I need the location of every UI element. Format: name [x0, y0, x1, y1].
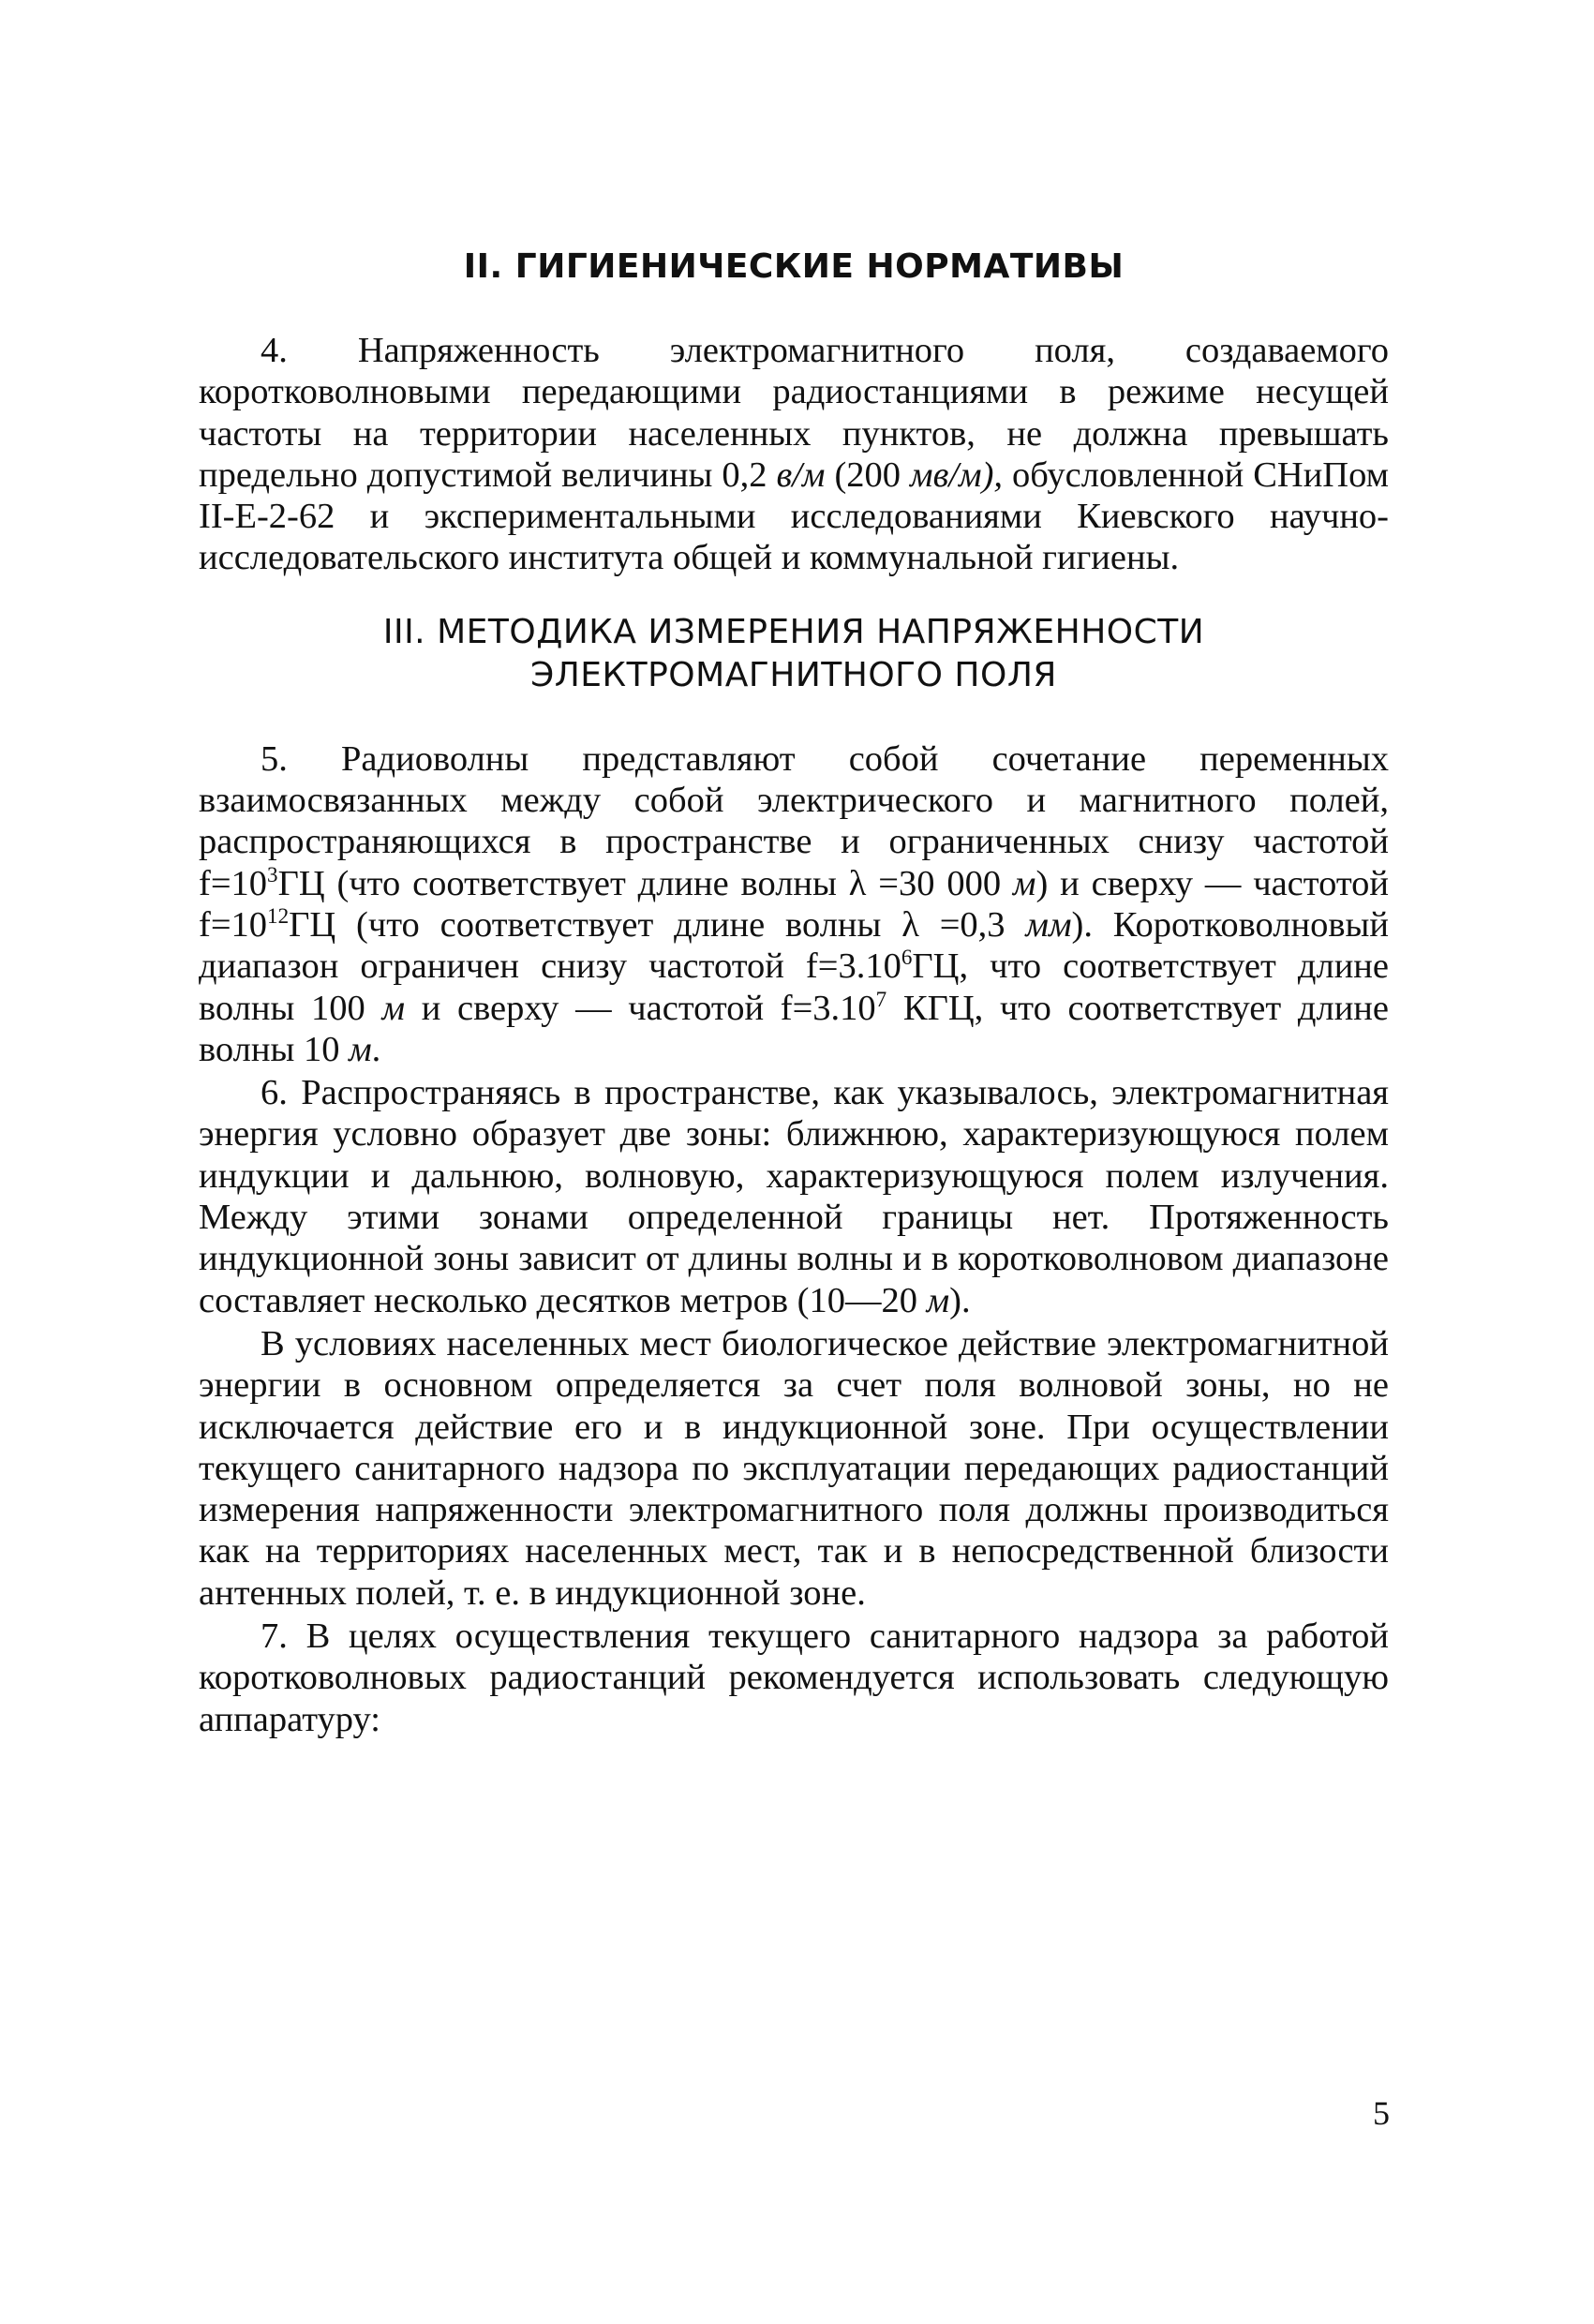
section-3-heading [199, 611, 1389, 697]
paragraph-5-text-f: ГЦ, что соответствует длине волны 100 [199, 946, 1389, 1028]
section-2-title: II. ГИГИЕНИЧЕСКИЕ НОРМАТИВЫ [463, 247, 1125, 286]
paragraph-5-text-h: КГЦ, что соответствует длине волны 10 [199, 988, 1389, 1069]
exponent-7: 7 [875, 986, 887, 1011]
paragraph-6 [199, 1072, 1389, 1321]
page-number: 5 [1373, 2094, 1390, 2132]
unit-m: м [381, 988, 406, 1028]
unit-mv-per-m: мв/м), [910, 454, 1004, 495]
paragraph-5-text-e: ). Коротковолновый диапазон ограничен снизу частотой f=3.10 [199, 904, 1389, 987]
exponent-3: 3 [267, 861, 278, 886]
paragraph-5-text-d: ГЦ (что соответствует длине волны λ =0,3 [289, 904, 1026, 945]
section-3-title-line-2: ЭЛЕКТРОМАГНИТНОГО ПОЛЯ [530, 655, 1057, 694]
paragraph-6-continued: В условиях населенных мест биологическое действие электромагнитной энергии в основном определяется за счет поля волновой зоны, но не исключается действие его и в индукционной зоне. При осуществлении текущего санитарного надзора по эксплуатации передающих радиостанций измерения напряженности электромагнитного поля должны производиться как на территориях населенных мест, так и в непосредственной близости антенных полей, т. е. в индукционной зоне. [199, 1323, 1389, 1613]
paragraph-5-text-g: и сверху — частотой f=3.10 [405, 988, 876, 1028]
document-page [199, 246, 1389, 1742]
paragraph-5-text-a: 5. Радиоволны представляют собой сочетание переменных взаимосвязанных между собой электрического и магнитного полей, распространяющихся в пространстве и ограниченных снизу частотой f=10 [199, 738, 1389, 903]
paragraph-6-text-a: 6. Распространяясь в пространстве, как указывалось, электромагнитная энергия условно образует две зоны: ближнюю, характеризующуюся полем индукции и дальнюю, волновую, характеризующуюся полем излучения. Между этими зонами определенной границы нет. Протяженность индукционной зоны зависит от длины волны и в коротковолновом диапазоне составляет несколько десятков метров (10—20 [199, 1073, 1389, 1320]
paragraph-5-text-b: ГЦ (что соответствует длине волны λ =30 000 [277, 863, 1013, 903]
paragraph-4-text-a: 4. Напряженность электромагнитного поля, создаваемого коротковолновыми передающими радиостанциями в режиме несущей частоты на территории населенных пунктов, не должна превышать предельно допустимой величины 0,2 [199, 331, 1389, 495]
unit-m: м [1012, 863, 1036, 903]
unit-v-per-m: в/м [776, 454, 826, 495]
paragraph-4 [199, 330, 1389, 579]
paragraph-5 [199, 738, 1389, 1070]
paragraph-4-text-b: (200 [825, 454, 911, 495]
exponent-12: 12 [267, 903, 290, 929]
exponent-6: 6 [901, 945, 913, 970]
paragraph-5-text-c: ) и сверху — частотой f=10 [199, 863, 1389, 945]
paragraph-6-text-b: ). [949, 1280, 971, 1320]
paragraph-7: 7. В целях осуществления текущего санитарного надзора за работой коротковолновых радиостанций рекомендуется использовать следующую аппаратуру: [199, 1616, 1389, 1739]
unit-mm: мм [1025, 904, 1072, 945]
paragraph-4-text-c: обусловленной СНиПом II-Е-2-62 и экспериментальными исследованиями Киевского научно-исследовательского института общей и коммунальной гигиены. [199, 454, 1389, 578]
unit-m: м [926, 1280, 950, 1320]
unit-m: м [349, 1029, 372, 1069]
section-3-title-line-1: III. МЕТОДИКА ИЗМЕРЕНИЯ НАПРЯЖЕННОСТИ [382, 612, 1205, 651]
paragraph-5-text-i: . [371, 1029, 381, 1069]
